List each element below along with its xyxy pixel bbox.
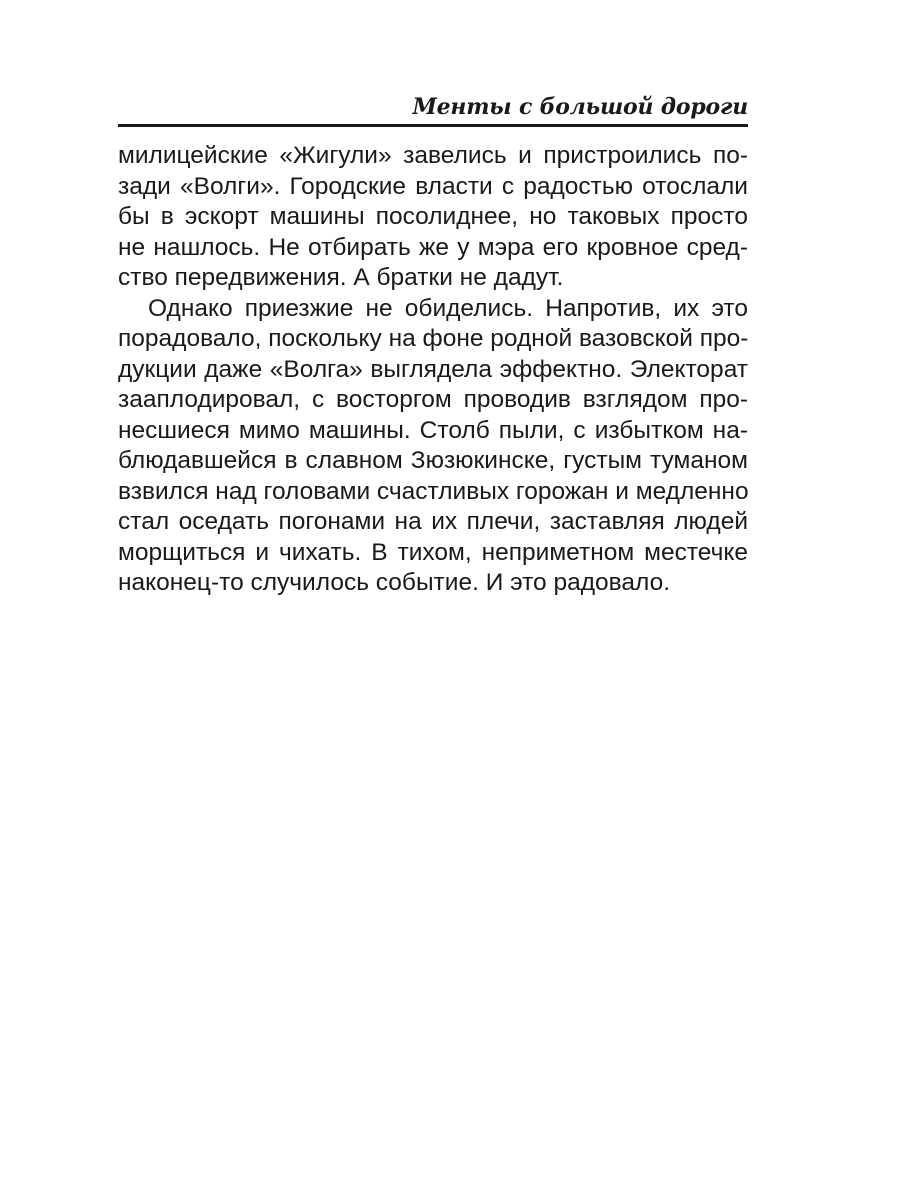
text-line: дукции даже «Волга» выглядела эффектно. Электорат xyxy=(118,355,748,383)
running-head-title: Менты с большой дороги xyxy=(412,94,748,120)
text-line: морщиться и чихать. В тихом, неприметном местечке xyxy=(118,538,748,566)
text-line: несшиеся мимо машины. Столб пыли, с избытком на- xyxy=(118,416,748,444)
paragraph-2 xyxy=(118,294,748,599)
text-line: стал оседать погонами на их плечи, заставляя людей xyxy=(118,508,748,535)
paragraph-1 xyxy=(118,141,748,294)
body-text xyxy=(118,141,748,599)
text-line: наконец-то случилось событие. И это радовало. xyxy=(118,569,671,596)
text-line: взвился над головами счастливых горожан и медленно xyxy=(118,477,749,505)
text-line: милицейские «Жигули» завелись и пристроились по- xyxy=(118,142,748,169)
text-line: не нашлось. Не отбирать же у мэра его кровное сред- xyxy=(118,233,748,261)
text-line: зааплодировал, с восторгом проводив взглядом про- xyxy=(118,386,748,413)
header-rule xyxy=(118,124,748,127)
text-line: порадовало, поскольку на фоне родной вазовской про- xyxy=(118,325,749,352)
text-line: ство передвижения. А братки не дадут. xyxy=(118,264,564,291)
text-line: блюдавшейся в славном Зюзюкинске, густым туманом xyxy=(118,447,748,474)
text-line: бы в эскорт машины посолиднее, но таковых просто xyxy=(118,203,748,230)
text-line: зади «Волги». Городские власти с радостью отослали xyxy=(118,172,748,200)
text-line: Однако приезжие не обиделись. Напротив, их это xyxy=(148,294,748,322)
